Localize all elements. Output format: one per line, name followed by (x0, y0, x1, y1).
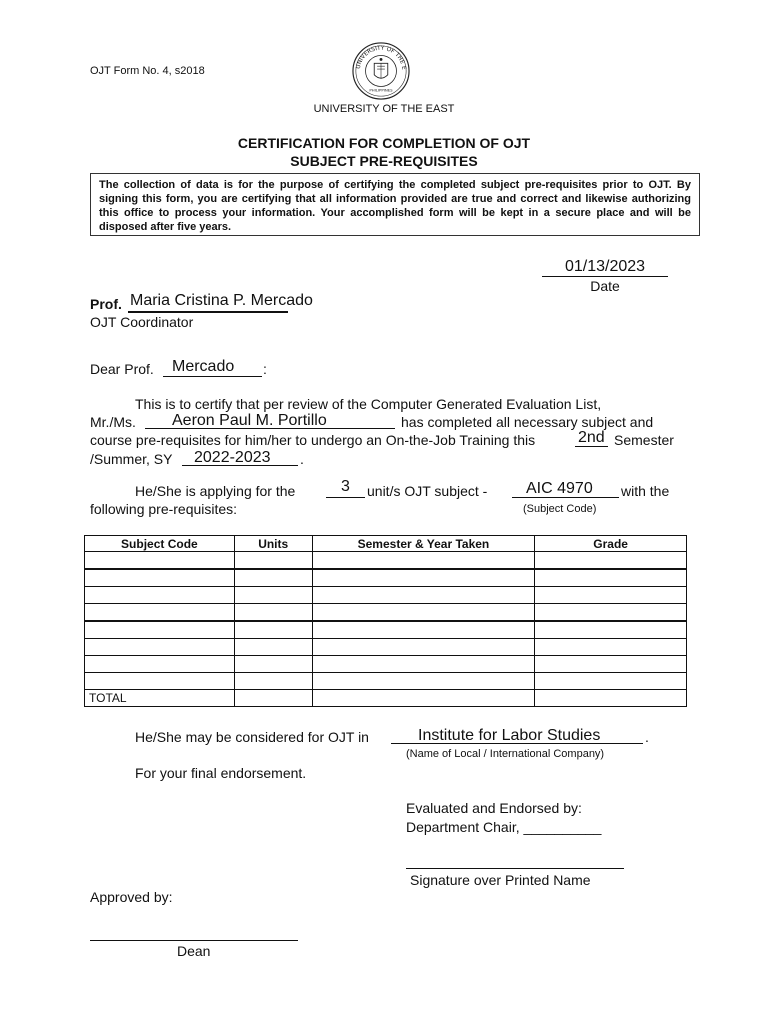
approved-by-label: Approved by: (90, 889, 173, 905)
university-name: UNIVERSITY OF THE EAST (313, 103, 455, 115)
company-prefix: He/She may be considered for OJT in (135, 729, 369, 745)
table-row (85, 639, 687, 656)
form-title-line2: SUBJECT PRE-REQUISITES (290, 153, 478, 169)
date-field[interactable]: 01/13/2023 (542, 257, 668, 277)
table-row (85, 604, 687, 622)
signature-line[interactable] (406, 868, 624, 869)
university-seal-logo (352, 42, 410, 100)
date-label: Date (590, 278, 620, 294)
salutation-colon: : (263, 361, 267, 377)
header-subject-code: Subject Code (85, 536, 235, 552)
svg-text:UNIVERSITY OF THE EAST: UNIVERSITY OF THE E (355, 45, 407, 71)
evaluated-by-label: Evaluated and Endorsed by: (406, 800, 582, 816)
subject-code-caption: (Subject Code) (523, 503, 597, 515)
table-row (85, 621, 687, 639)
table-total-row (85, 690, 687, 707)
subject-code-field[interactable]: AIC 4970 (526, 480, 593, 497)
certify-line1: This is to certify that per review of the Computer Generated Evaluation List, (135, 396, 602, 412)
header-semester-year: Semester & Year Taken (312, 536, 535, 552)
sy-prefix: /Summer, SY (90, 451, 173, 467)
company-name-field[interactable]: Institute for Labor Studies (418, 727, 601, 744)
semester-word: Semester (614, 432, 674, 448)
company-caption: (Name of Local / International Company) (406, 748, 605, 760)
final-endorsement-text: For your final endorsement. (135, 765, 307, 781)
table-row (85, 552, 687, 570)
header-grade: Grade (535, 536, 687, 552)
salutation-prefix: Dear Prof. (90, 361, 154, 377)
dean-signature-line[interactable] (90, 940, 298, 941)
table-row (85, 656, 687, 673)
school-year-field[interactable]: 2022-2023 (194, 449, 271, 466)
prof-prefix: Prof. (90, 296, 122, 312)
applying-text: He/She is applying for the (135, 483, 296, 499)
coordinator-name-field[interactable]: Maria Cristina P. Mercado (130, 292, 313, 309)
signature-caption: Signature over Printed Name (410, 872, 591, 888)
department-chair-line: Department Chair, __________ (406, 819, 602, 835)
prerequisites-table (84, 535, 687, 707)
form-title-line1: CERTIFICATION FOR COMPLETION OF OJT (237, 135, 531, 151)
form-number: OJT Form No. 4, s2018 (90, 65, 205, 77)
certify-line2-rest: has completed all necessary subject and (401, 414, 654, 430)
table-row (85, 569, 687, 587)
sy-period: . (300, 451, 304, 467)
salutation-name-field[interactable]: Mercado (172, 358, 235, 375)
certify-line3: course pre-requisites for him/her to undergo an On-the-Job Training this (90, 432, 536, 448)
semester-field[interactable]: 2nd (578, 429, 605, 446)
svg-text:PHILIPPINES: PHILIPPINES (369, 87, 393, 93)
prereq-intro: following pre-requisites: (90, 501, 238, 517)
table-header-row (85, 536, 687, 552)
company-period: . (645, 729, 649, 745)
data-privacy-notice: The collection of data is for the purpose of certifying the completed subject pre-requisites prior to OJT. By signing this form, you are certifying that all information provided are true and correct and likewise authorizing this office to process your information. Your accomplished form will be kept in a secure place and will be disposed after five years. (90, 173, 700, 236)
total-label: TOTAL (85, 690, 235, 707)
student-name-field[interactable]: Aeron Paul M. Portillo (172, 412, 327, 429)
units-field[interactable]: 3 (341, 478, 350, 495)
table-row (85, 673, 687, 690)
header-units: Units (234, 536, 312, 552)
with-the-text: with the (621, 483, 670, 499)
ojt-subject-text: unit/s OJT subject - (367, 483, 488, 499)
mrms-label: Mr./Ms. (90, 414, 136, 430)
dean-label: Dean (177, 943, 211, 959)
table-row (85, 587, 687, 604)
coordinator-role: OJT Coordinator (90, 314, 194, 330)
